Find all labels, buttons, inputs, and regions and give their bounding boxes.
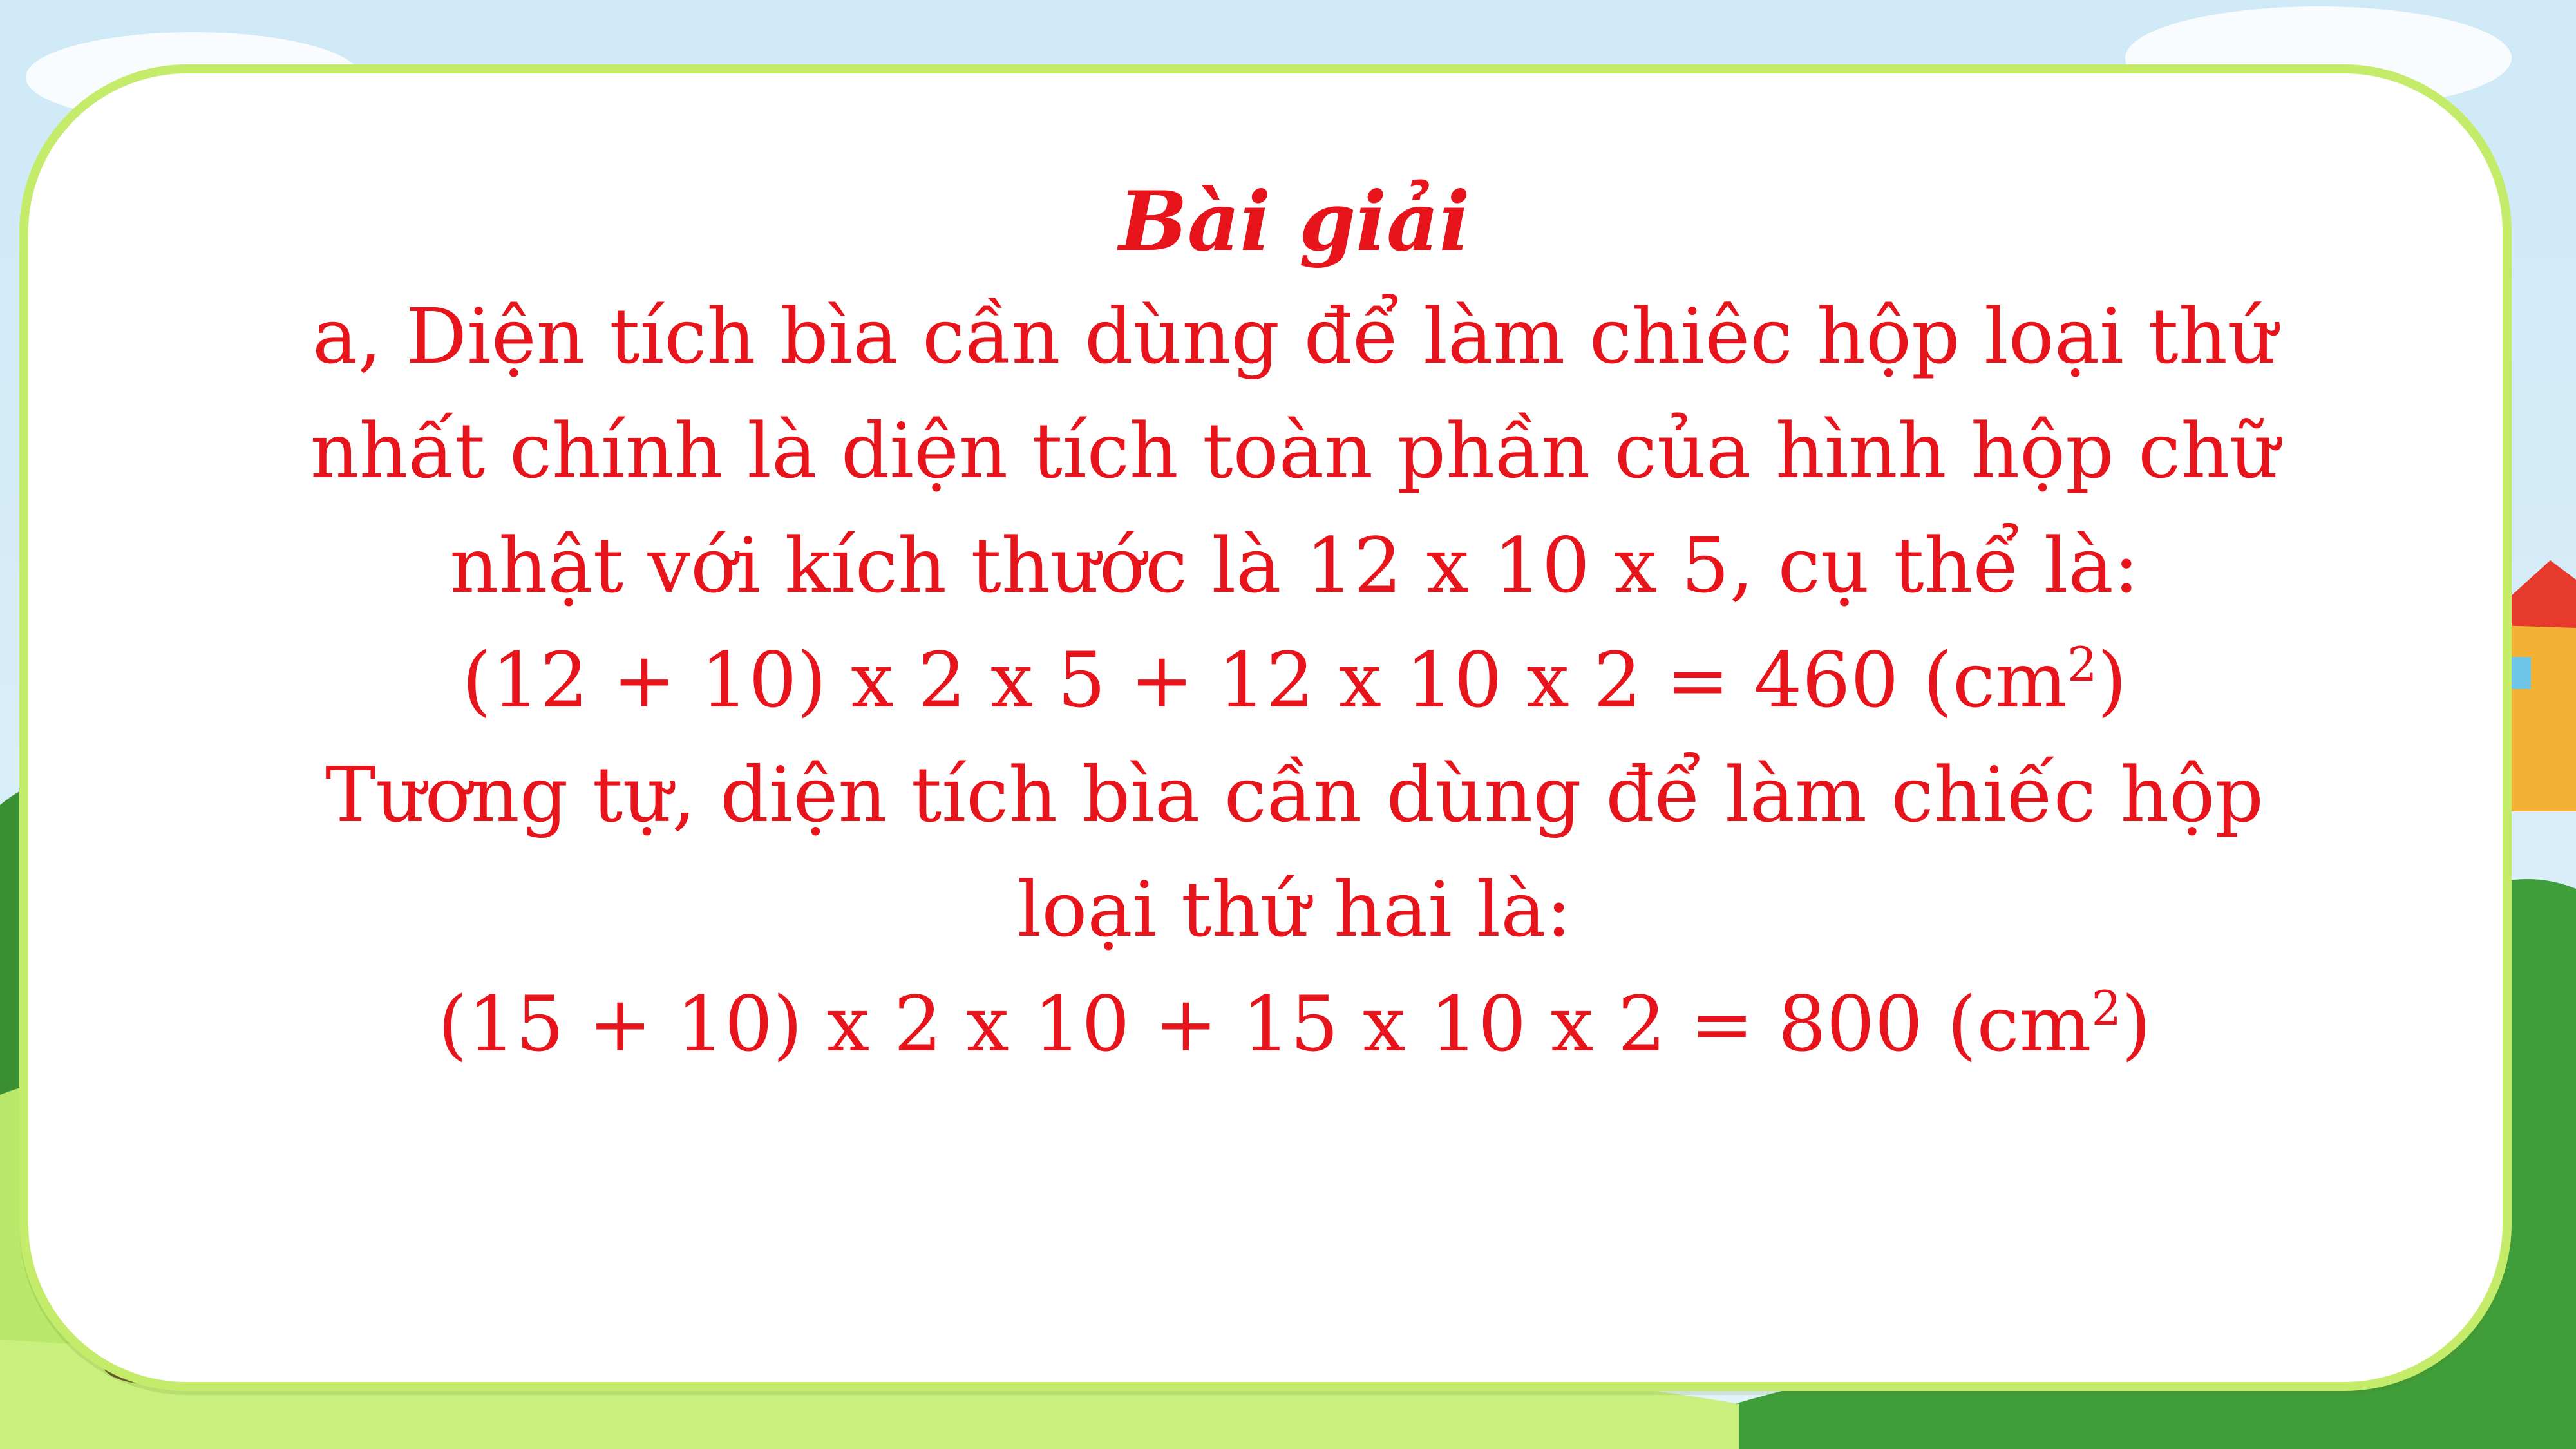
formula-1 [193,623,2396,737]
formula-2-expression: (15 + 10) x 2 x 10 + 15 x 10 x 2 = 800 (cm [437,980,2092,1068]
formula-1-close: ) [2097,636,2127,724]
solution-title: Bài giải [1119,174,1470,269]
formula-2-close: ) [2121,980,2152,1068]
formula-1-exponent: 2 [2067,637,2098,692]
text-line-3: nhật với kích thước là 12 x 10 x 5, cụ thể là: [450,521,2139,610]
formula-2 [193,967,2396,1081]
text-line-4: Tương tự, diện tích bìa cần dùng để làm chiếc hộp [325,750,2264,839]
text-line-5: loại thứ hai là: [1017,865,1572,954]
formula-1-expression: (12 + 10) x 2 x 5 + 12 x 10 x 2 = 460 (cm [462,636,2067,724]
text-line-2: nhất chính là diện tích toàn phần của hình hộp chữ [310,406,2279,495]
house-window [2512,657,2531,689]
text-line-1: a, Diện tích bìa cần dùng để làm chiêc hộp loại thứ [312,292,2277,381]
formula-2-exponent: 2 [2091,981,2122,1036]
solution-text [193,164,2396,1081]
